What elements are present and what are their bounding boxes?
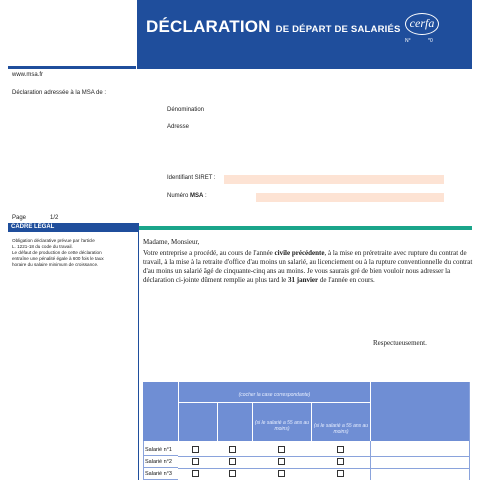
msa-label-bold: MSA xyxy=(190,193,204,199)
table-row-label: Salarié n°1 xyxy=(143,444,178,456)
header-rule-right xyxy=(137,66,472,69)
msa-label-suffix: : xyxy=(203,193,207,199)
checkbox-row1-col3[interactable] xyxy=(278,446,285,453)
section-rule-green xyxy=(138,226,472,230)
checkbox-row2-col1[interactable] xyxy=(192,458,199,465)
msa-number-label xyxy=(167,193,207,199)
table-header-col3-text: (si le salarié a 55 ans au moins) xyxy=(254,420,310,432)
checkbox-row3-col3[interactable] xyxy=(278,470,285,477)
checkbox-row2-col4[interactable] xyxy=(337,458,344,465)
page-label: Page xyxy=(12,215,27,221)
siret-label: Identifiant SIRET : xyxy=(167,175,216,181)
siret-field[interactable] xyxy=(224,175,444,184)
checkbox-row1-col2[interactable] xyxy=(229,446,236,453)
checkbox-row1-col1[interactable] xyxy=(192,446,199,453)
checkbox-row2-col3[interactable] xyxy=(278,458,285,465)
legal-frame-divider xyxy=(138,223,139,480)
letter-greeting: Madame, Monsieur, xyxy=(143,238,200,246)
checkbox-row3-col2[interactable] xyxy=(229,470,236,477)
header-rule-left xyxy=(8,66,136,69)
table-header-instruction: (cocher la case correspondante) xyxy=(238,392,311,398)
website-link[interactable]: www.msa.fr xyxy=(12,72,44,78)
form-title-main: DÉCLARATION xyxy=(146,17,271,36)
legal-line: L. 1221-18 du code du travail. xyxy=(12,244,73,249)
legal-line: entraîne une pénalité égale à 600 fois le taux xyxy=(12,256,104,261)
letter-body xyxy=(143,238,473,285)
addressed-to-label: Déclaration adressée à la MSA de : xyxy=(12,90,107,96)
letter-text: , à la mise en préretraite avec rupture du contrat de travail, à la mise à la retraite d'office d'au moins un salarié, au licenciement ou à la rupture conventionnelle du contrat d'au moins un salarié âgé de cinquante-cinq ans au moins. Je vous saurais gré de bien vouloir nous adresser la déclaration ci-jointe dûment remplie au plus tard le xyxy=(143,249,473,285)
table-header-corner xyxy=(143,382,178,441)
table-row-label: Salarié n°2 xyxy=(143,456,178,468)
legal-frame-title: CADRE LÉGAL xyxy=(8,223,138,232)
table-grid xyxy=(370,441,371,480)
table-header-right xyxy=(371,382,470,441)
checkbox-row3-col4[interactable] xyxy=(337,470,344,477)
table-row-label: Salarié n°3 xyxy=(143,468,178,480)
letter-text: Votre entreprise a procédé, au cours de l'année xyxy=(143,249,275,258)
legal-line: horaire du salaire minimum de croissance. xyxy=(12,262,99,267)
table-grid xyxy=(469,382,470,480)
table-header-col4 xyxy=(312,403,370,441)
employee-table xyxy=(143,382,470,480)
cerfa-number-label: N° xyxy=(405,38,411,44)
checkbox-row2-col2[interactable] xyxy=(229,458,236,465)
letter-text-bold: civile précédente xyxy=(274,249,325,258)
table-header-col1 xyxy=(179,403,217,441)
legal-frame-text xyxy=(12,238,136,268)
msa-number-field[interactable] xyxy=(256,193,444,202)
table-header-col2 xyxy=(218,403,252,441)
cerfa-logo: cerfa xyxy=(405,13,439,35)
letter-text: de l'année en cours. xyxy=(318,276,375,285)
table-grid xyxy=(178,456,470,457)
address-label: Adresse xyxy=(167,124,190,130)
letter-date-bold: 31 janvier xyxy=(288,276,319,285)
checkbox-row1-col4[interactable] xyxy=(337,446,344,453)
checkbox-row3-col1[interactable] xyxy=(192,470,199,477)
form-title xyxy=(146,17,401,37)
denomination-label: Dénomination xyxy=(167,107,205,113)
table-header-col4-text: (si le salarié a 55 ans au moins) xyxy=(313,423,369,435)
form-title-sub: DE DÉPART DE SALARIÉS xyxy=(275,24,401,35)
letter-closing: Respectueusement. xyxy=(373,339,427,347)
msa-label-prefix: Numéro xyxy=(167,193,191,199)
letter-paragraph xyxy=(143,249,473,285)
legal-line: Obligation déclarative prévue par l'article xyxy=(12,238,95,243)
table-grid xyxy=(178,468,470,469)
cerfa-number-value: *0 xyxy=(428,38,433,44)
legal-line: Le défaut de production de cette déclaration xyxy=(12,250,102,255)
page-number: 1/2 xyxy=(50,215,59,221)
